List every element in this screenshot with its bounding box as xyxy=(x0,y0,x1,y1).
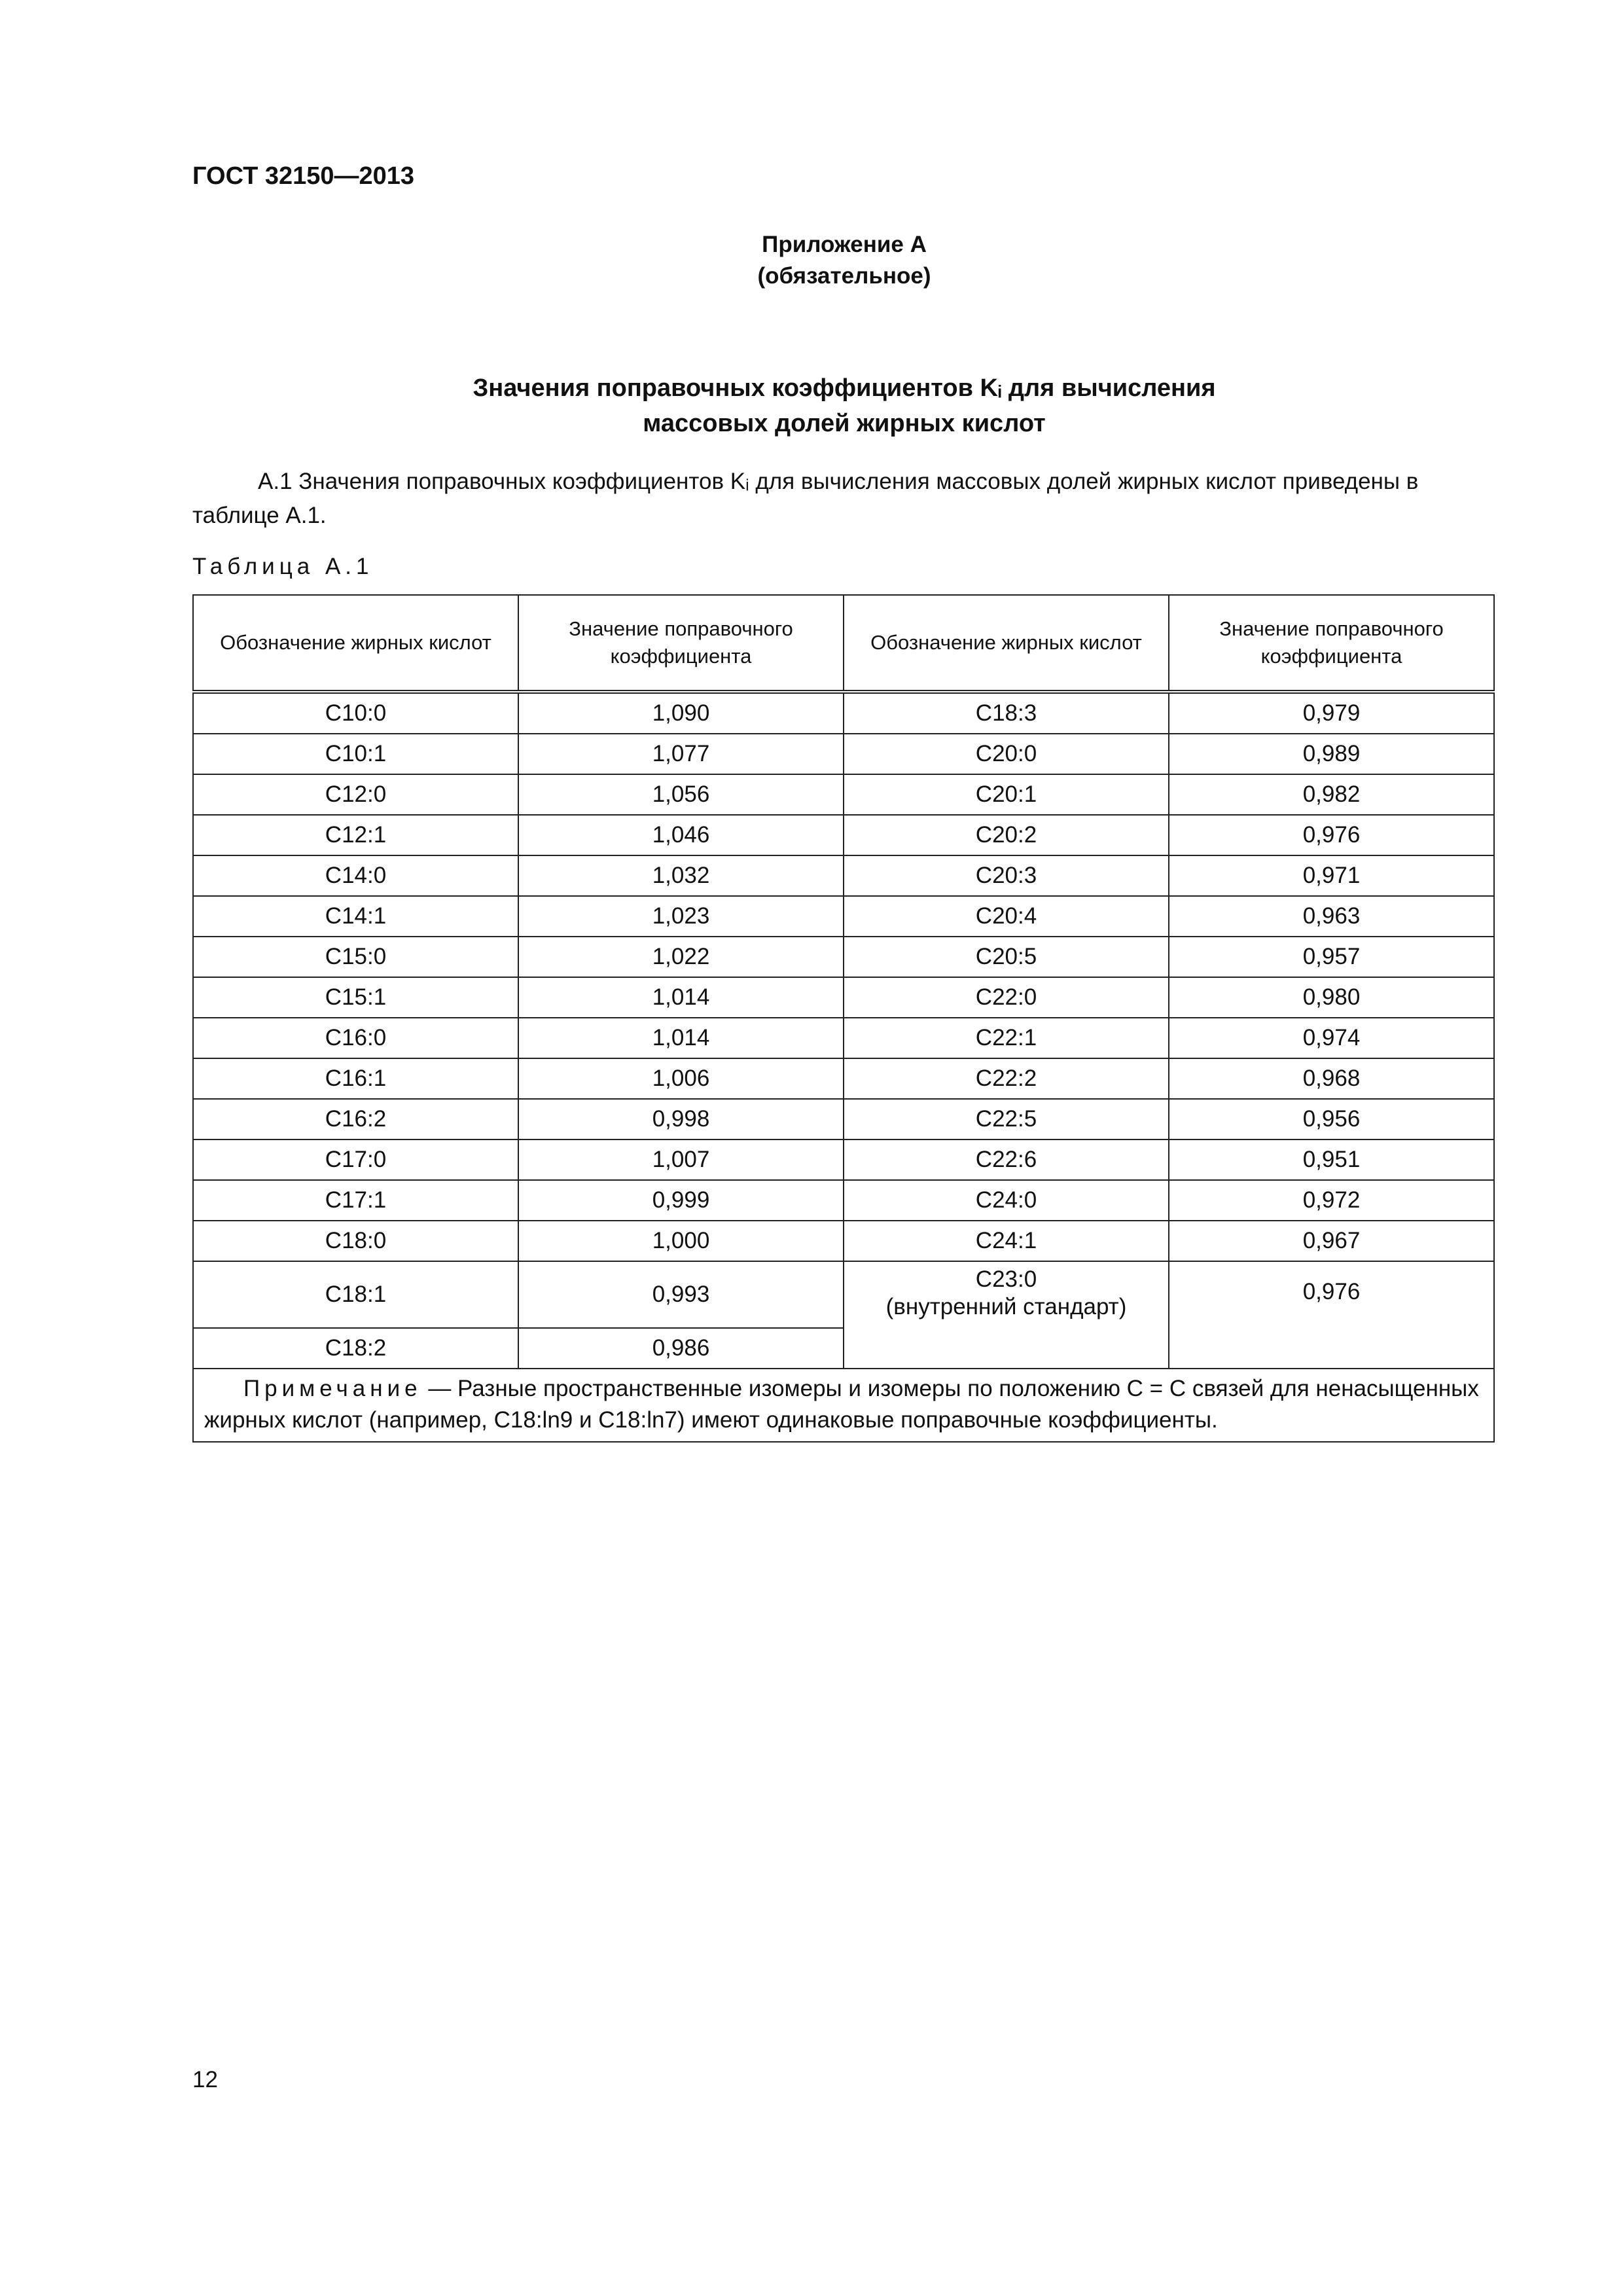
table-row xyxy=(193,1139,1494,1180)
header-cell xyxy=(193,595,518,692)
header-text: Значение поправочного коэффициента xyxy=(569,617,793,668)
table-cell: C12:0 xyxy=(193,774,518,815)
table-row xyxy=(193,896,1494,937)
table-cell: C10:0 xyxy=(193,692,518,734)
table-cell: C24:0 xyxy=(844,1180,1169,1221)
table-cell: C16:1 xyxy=(193,1058,518,1099)
header-cell xyxy=(844,595,1169,692)
table-cell: C15:0 xyxy=(193,937,518,977)
table-cell: 1,056 xyxy=(518,774,844,815)
table-cell: C20:1 xyxy=(844,774,1169,815)
table-cell: 0,956 xyxy=(1169,1099,1494,1139)
table-cell: 0,979 xyxy=(1169,692,1494,734)
annex-title: Приложение А xyxy=(762,232,927,257)
table-cell: C15:1 xyxy=(193,977,518,1018)
table-cell: C16:0 xyxy=(193,1018,518,1058)
header-text: Обозначение жирных кислот xyxy=(870,631,1142,654)
table-cell: C18:2 xyxy=(193,1328,518,1369)
table-cell: 0,974 xyxy=(1169,1018,1494,1058)
table-cell: 0,967 xyxy=(1169,1221,1494,1261)
internal-standard-name: C23:0 xyxy=(975,1266,1037,1292)
note-heading: Примечание xyxy=(243,1376,422,1401)
intro-text: А.1 Значения поправочных коэффициентов Kᵢ для вычисления массовых долей жирных кислот приведены в таблице А.1. xyxy=(192,469,1419,528)
table-cell: 1,022 xyxy=(518,937,844,977)
table-cell: 0,980 xyxy=(1169,977,1494,1018)
table-cell: C20:4 xyxy=(844,896,1169,937)
table-cell: 1,000 xyxy=(518,1221,844,1261)
table-cell: C18:0 xyxy=(193,1221,518,1261)
table-cell: C24:1 xyxy=(844,1221,1169,1261)
table-cell: 1,007 xyxy=(518,1139,844,1180)
table-row xyxy=(193,937,1494,977)
table-row xyxy=(193,692,1494,734)
table-cell: C22:1 xyxy=(844,1018,1169,1058)
table-row xyxy=(193,1058,1494,1099)
table-cell: C18:3 xyxy=(844,692,1169,734)
annex-status: (обязательное) xyxy=(757,263,931,289)
table-cell: 0,972 xyxy=(1169,1180,1494,1221)
table-cell: C17:1 xyxy=(193,1180,518,1221)
internal-standard-value: 0,976 xyxy=(1169,1261,1494,1369)
table-cell: C10:1 xyxy=(193,734,518,774)
table-cell: C18:1 xyxy=(193,1261,518,1328)
table-row xyxy=(193,1099,1494,1139)
page-number: 12 xyxy=(192,2067,218,2092)
document-code: ГОСТ 32150—2013 xyxy=(192,162,415,190)
table-cell: 0,993 xyxy=(518,1261,844,1328)
table-note xyxy=(193,1369,1494,1442)
table-note-row xyxy=(193,1369,1494,1442)
table-row xyxy=(193,855,1494,896)
table-cell: C22:0 xyxy=(844,977,1169,1018)
correction-coefficients-table xyxy=(192,594,1495,1443)
table-cell: 0,989 xyxy=(1169,734,1494,774)
header-cell xyxy=(518,595,844,692)
table-cell: 1,046 xyxy=(518,815,844,855)
table-cell: 0,999 xyxy=(518,1180,844,1221)
table-cell: 0,976 xyxy=(1169,815,1494,855)
section-title-line1: Значения поправочных коэффициентов Kᵢ для вычисления xyxy=(473,374,1216,402)
table-row xyxy=(193,1018,1494,1058)
internal-standard-cell xyxy=(844,1261,1169,1369)
table-caption: Таблица А.1 xyxy=(192,554,374,579)
table-cell: 0,998 xyxy=(518,1099,844,1139)
table-cell: 0,957 xyxy=(1169,937,1494,977)
header-cell xyxy=(1169,595,1494,692)
table-cell: 0,951 xyxy=(1169,1139,1494,1180)
table-cell: 1,023 xyxy=(518,896,844,937)
table-row xyxy=(193,977,1494,1018)
table-cell: C12:1 xyxy=(193,815,518,855)
section-title-line2: массовых долей жирных кислот xyxy=(643,410,1046,437)
table-cell: 1,006 xyxy=(518,1058,844,1099)
note-text: — Разные пространственные изомеры и изомеры по положению C = C связей для ненасыщенных жирных кислот (например, C18:ln9 и C18:ln7) имеют одинаковые поправочные коэффициенты. xyxy=(204,1376,1479,1433)
table-cell: C20:2 xyxy=(844,815,1169,855)
table-row xyxy=(193,1261,1494,1328)
table-body xyxy=(193,692,1494,1442)
table-header-row xyxy=(193,595,1494,692)
table-cell: 1,077 xyxy=(518,734,844,774)
intro-paragraph xyxy=(192,465,1501,533)
header-text: Обозначение жирных кислот xyxy=(220,631,491,654)
table-cell: C20:3 xyxy=(844,855,1169,896)
table-cell: 0,968 xyxy=(1169,1058,1494,1099)
table-cell: 1,090 xyxy=(518,692,844,734)
table-cell: C20:5 xyxy=(844,937,1169,977)
table-row xyxy=(193,734,1494,774)
table-row xyxy=(193,1221,1494,1261)
table-cell: 0,982 xyxy=(1169,774,1494,815)
table-cell: C22:5 xyxy=(844,1099,1169,1139)
table-cell: C14:0 xyxy=(193,855,518,896)
table-row xyxy=(193,774,1494,815)
table-cell: 1,032 xyxy=(518,855,844,896)
table-cell: 0,971 xyxy=(1169,855,1494,896)
table-cell: C22:6 xyxy=(844,1139,1169,1180)
table-cell: 0,986 xyxy=(518,1328,844,1369)
table-cell: C20:0 xyxy=(844,734,1169,774)
table-cell: C22:2 xyxy=(844,1058,1169,1099)
table-row xyxy=(193,815,1494,855)
header-text: Значение поправочного коэффициента xyxy=(1219,617,1444,668)
table-cell: 1,014 xyxy=(518,977,844,1018)
table-row xyxy=(193,1180,1494,1221)
internal-standard-label: (внутренний стандарт) xyxy=(885,1294,1127,1319)
table-cell: C17:0 xyxy=(193,1139,518,1180)
table-cell: 1,014 xyxy=(518,1018,844,1058)
table-cell: C16:2 xyxy=(193,1099,518,1139)
table-cell: 0,963 xyxy=(1169,896,1494,937)
table-cell: C14:1 xyxy=(193,896,518,937)
